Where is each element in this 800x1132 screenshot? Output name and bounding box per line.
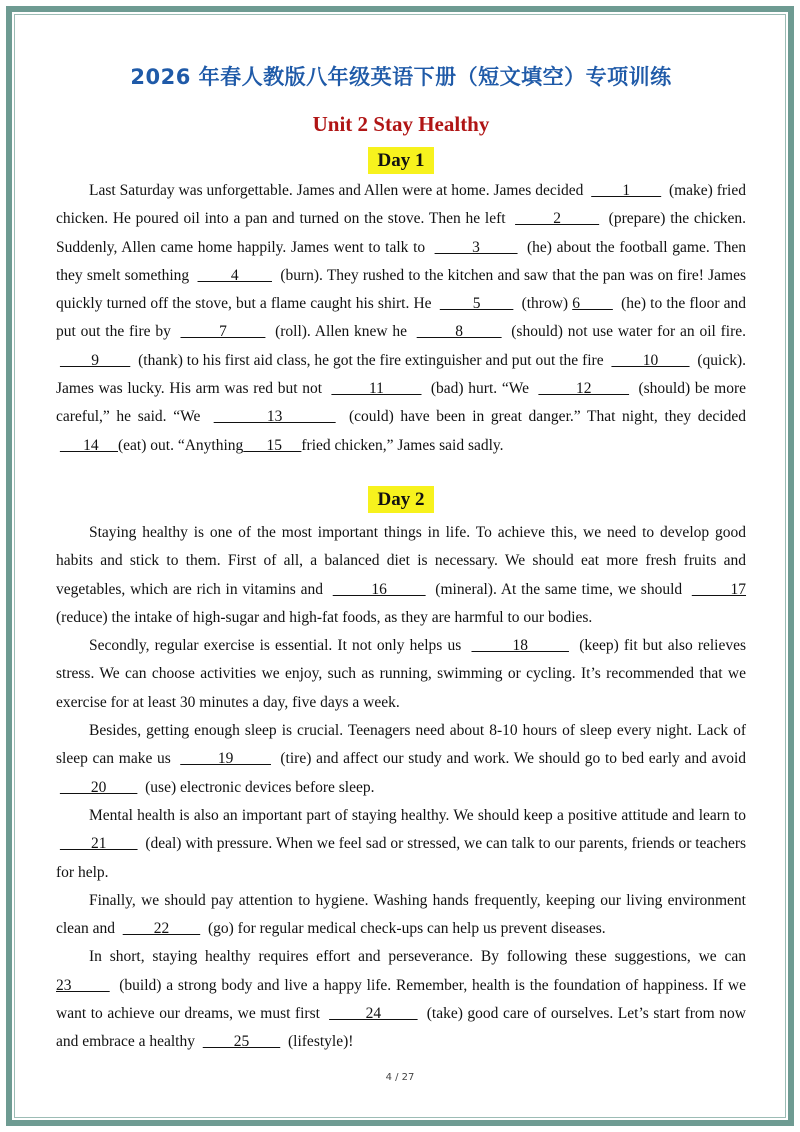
page-number: 4 / 27: [385, 1072, 415, 1083]
day2-paragraph-6: In short, staying healthy requires effort and perseverance. By following these suggestions, we can 23 (build) a strong body and live a happy life. Remember, health is the foundation of happiness. If we want to achieve our dreams, we must first 24 (take) good care of ourselves. Let’s start from now and embrace a healthy 25 (lifestyle)!: [56, 948, 746, 1051]
day1-heading: Day 1: [368, 147, 435, 174]
page-title: 2026 年春人教版八年级英语下册（短文填空）专项训练: [130, 65, 672, 89]
day2-paragraph-2: Secondly, regular exercise is essential. It not only helps us 18 (keep) fit but also relieves stress. We can choose activities we enjoy, such as running, swimming or cycling. It’s recommended that we exercise for at least 30 minutes a day, five days a week.: [56, 637, 747, 711]
day2-paragraph-5: Finally, we should pay attention to hygiene. Washing hands frequently, keeping our living environment clean and 22 (go) for regular medical check-ups can help us prevent diseases.: [56, 891, 746, 938]
day2-passage: [56, 519, 746, 1057]
day2-heading-wrap: [56, 486, 746, 513]
unit-title: Unit 2 Stay Healthy: [312, 112, 490, 136]
day2-paragraph-3: Besides, getting enough sleep is crucial. Teenagers need about 8-10 hours of sleep every night. Lack of sleep can make us 19 (tire) and affect our study and work. We should go to bed early and avoid 20 (use) electronic devices before sleep.: [56, 722, 746, 796]
day1-heading-wrap: [56, 147, 746, 174]
day2-paragraph-4: Mental health is also an important part of staying healthy. We should keep a positive attitude and learn to 21 (deal) with pressure. When we feel sad or stressed, we can talk to our parents, friends or teachers for help.: [56, 806, 747, 881]
day1-passage: [56, 177, 746, 460]
day1-paragraph-1: Last Saturday was unforgettable. James and Allen were at home. James decided 1 (make) fried chicken. He poured oil into a pan and turned on the stove. Then he left 2 (prepare) the chicken. Suddenly, Allen came home happily. James went to talk to 3 (he) about the football game. Then they smelt something 4 (burn). They rushed to the kitchen and saw that the pan was on fire! James quickly turned off the stove, but a flame caught his shirt. He 5 (throw) 6 (he) to the floor and put out the fire by 7 (roll). Allen knew he 8 (should) not use water for an oil fire. 9 (thank) to his first aid class, he got the fire extinguisher and put out the fire 10 (quick). James was lucky. His arm was red but not 11 (bad) hurt. “We 12 (should) be more careful,” he said. “We 13 (could) have been in great danger.” That night, they decided 14 (eat) out. “Anything 15 fried chicken,” James said sadly.: [56, 182, 747, 454]
day2-heading: Day 2: [368, 486, 435, 513]
content-area: [56, 60, 746, 1057]
day2-paragraph-1: Staying healthy is one of the most important things in life. To achieve this, we need to develop good habits and stick to them. First of all, a balanced diet is necessary. We should eat more fresh fruits and vegetables, which are rich in vitamins and 16 (mineral). At the same time, we should 17 (reduce) the intake of high-sugar and high-fat foods, as they are harmful to our bodies.: [56, 523, 747, 626]
